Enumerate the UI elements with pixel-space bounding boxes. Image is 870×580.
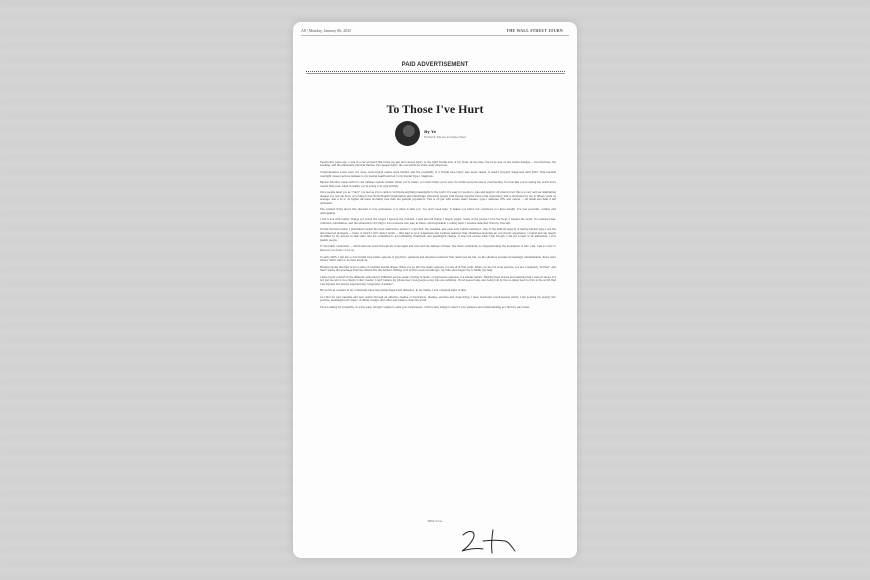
letter-paragraph: In early 2025, I fell into a four-month long manic episode of psychotic, paranoid and impulsive behavior that destroyed my life. As the situation became increasingly unsustainable, there were times I didn't want to be here anymore. bbox=[320, 255, 556, 262]
page-date: A8 | Monday, January 06, 2025 bbox=[301, 28, 352, 33]
author-subline: Formerly Known as Kanye West bbox=[424, 136, 466, 139]
newspaper-page bbox=[293, 22, 577, 558]
masthead-rule bbox=[301, 35, 569, 36]
author-avatar bbox=[395, 121, 420, 146]
letter-paragraph: I have found comfort in the different calls placed. Different people speak of living in manic or depressive episodes of a similar nature. Hearing their stories and realizing that I was not alone. It's not just me who's in a chaotic roller coaster. I can't believe my phone has 2 new people a day who are suffering. I'm at peace today, and being told by the so-called best doctors in the world that I am bipolar, but merely experiencing "symptoms of autism". bbox=[320, 275, 556, 286]
signature-image bbox=[459, 527, 521, 557]
author-byline: By Ye bbox=[424, 129, 437, 134]
masthead bbox=[293, 27, 577, 35]
letter-paragraph: Bipolar disorder comes with its own defense system. Denial. When you're manic, you don't think you're sick. You think everyone else is overreacting. You feel like you're seeing the world more clearly than ever, when in reality you're losing your grip entirely. bbox=[320, 181, 556, 188]
letter-paragraph: Once people label you as "crazy" you feel as if you cannot contribute anything meaningful to the world. It's easy for people to joke and laugh it off when in fact this is a very serious debilitating disease you can die from. According to the World Health Organization and Cambridge University people with bipolar disorder have a life expectancy that is shortened by ten to fifteen years on average, and a 2x to 3x higher all-cause mortality rate than the general population. This is on par with severe heart disease, type-1 diabetes, HIV, and cancer — all lethal and fatal if left untreated. bbox=[320, 191, 556, 205]
letter-paragraph: To the black community — which held me down through all of the highs and lows and the darkest of times. The black community is, unquestionably, the foundation of who I am. I am so sorry to have let you down. I love us. bbox=[320, 245, 556, 252]
paid-advertisement-label: PAID ADVERTISEMENT bbox=[401, 62, 469, 68]
letter-paragraph: As I find my new baseline and new center through an effective regime of medication, therapy, exercise and clean living, I have newfound, much-needed clarity. I am pouring my energy into positive, meaningful art: music, clothing, design, and other new ideas to help the world. bbox=[320, 295, 556, 303]
letter-paragraph: Having bipolar disorder is not a state of constant mental illness. When you go into the manic episode, you are ill at that point. When you are not in an episode, you are completely "normal". And that's where the wreckage from the illness hits the hardest. Hitting rock bottom a few months ago, my wife encouraged me to finally get help. bbox=[320, 265, 556, 273]
letter-paragraph: My words as a leader in my community have real global impact and influence. In my mania, I lost complete sight of that. bbox=[320, 289, 467, 293]
paid-dotted-rule bbox=[306, 71, 565, 72]
letter-body bbox=[320, 161, 556, 313]
letter-signoff: With love, bbox=[427, 519, 443, 523]
letter-paragraph: I'm not asking for sympathy, or a free pass, though I aspire to earn your forgiveness. I write today simply to ask for your patience and understanding as I find my way home. bbox=[320, 306, 530, 310]
letter-paragraph: In that fractured state, I gravitated toward the most destructive symbol I could find, the swastika, and even sold t-shirts bearing it. One of the difficult aspects of having bipolar type-1 are the disconnected moments — many of which I still cannot recall — that lead to poor judgement and reckless behavior that oftentimes feels like an out-of-body experience. I regret and am deeply mortified by my actions in that state, and am committed to accountability, treatment, and meaningful change. It does not excuse what I did, though. I am not a Nazi or an antisemite. I love Jewish people. bbox=[320, 228, 556, 242]
paid-rule bbox=[306, 73, 565, 74]
letter-paragraph: I lost touch with reality. Things got worse the longer I ignored the problem. I said and did things I deeply regret. Some of the people I love the most, I treated the worst. You endured fear, confusion, humiliation, and the exhaustion of trying to love someone who was, at times, unrecognizable. Looking back, I became detached from my true self. bbox=[320, 218, 556, 225]
letter-paragraph: The scariest thing about this disorder is how persuasive it is when it tells you: You don't need help. It makes you blind, but convinced you have insight. You feel powerful, certain, and unstoppable. bbox=[320, 208, 556, 215]
letter-title: To Those I've Hurt bbox=[386, 102, 484, 116]
letter-paragraph: Comprehensive scans were not done, neurological exams were limited, and the possibility of a frontal lobe injury was never raised. It wasn't properly diagnosed until 2023. That medical oversight caused serious damage to my mental health and led to my bipolar type-1 diagnosis. bbox=[320, 171, 556, 178]
newspaper-name: THE WALL STREET JOURN bbox=[506, 28, 563, 33]
letter-paragraph: Twenty-five years ago, I was in a car accident that broke my jaw and caused injury to the right frontal lobe of my brain. At the time, the focus was on the visible damage — the fractures, the swelling, and the immediate physical trauma. The deeper injury, the one inside my skull, went unnoticed. bbox=[320, 161, 556, 168]
